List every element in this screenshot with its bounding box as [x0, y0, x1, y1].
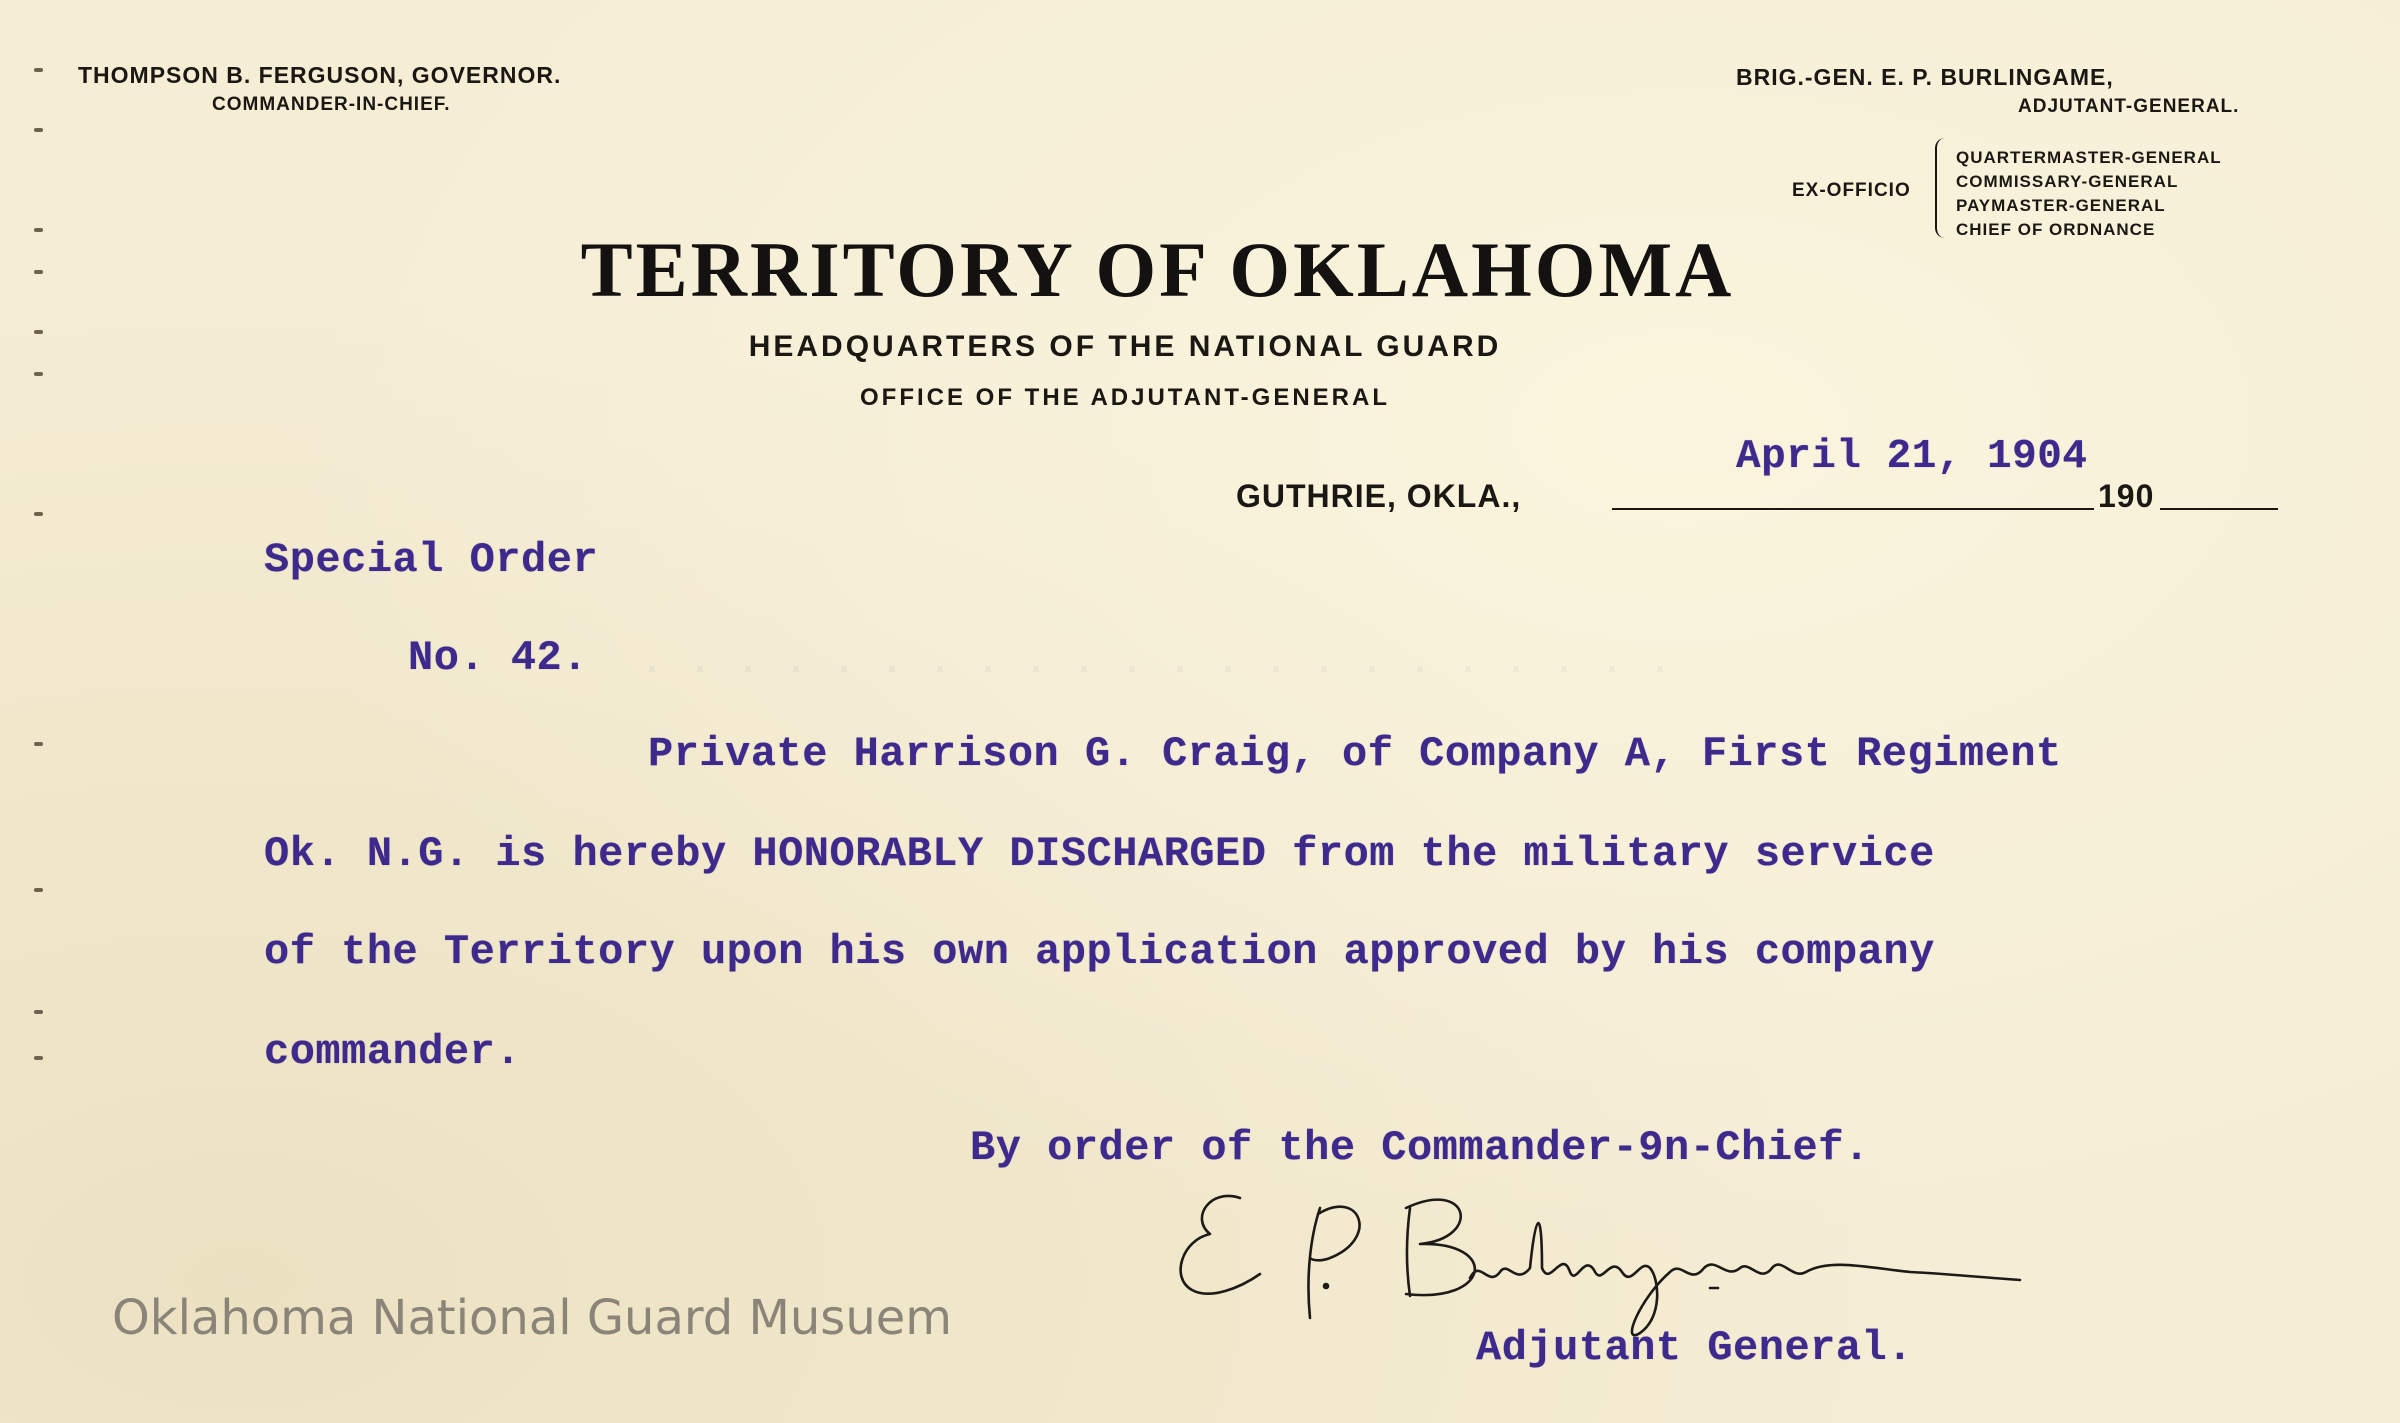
letterhead-office: OFFICE OF THE ADJUTANT-GENERAL: [860, 384, 1390, 411]
signature: [1170, 1168, 2270, 1338]
closing-line: By order of the Commander-9n-Chief.: [970, 1124, 1870, 1172]
letter-date: April 21, 1904: [1736, 434, 2088, 480]
ex-officio-role: COMMISSARY-GENERAL: [1956, 172, 2179, 191]
body-line: of the Territory upon his own application approved by his company: [264, 928, 1935, 976]
body-line: commander.: [264, 1028, 522, 1076]
bleed-through-text: . . . . . . . . . . . . . . . . . . . . . .: [640, 640, 1673, 685]
museum-watermark: Oklahoma National Guard Musuem: [112, 1290, 953, 1346]
ex-officio-brace: [1935, 138, 1951, 238]
order-heading: Special Order: [264, 536, 599, 584]
signer-title: Adjutant General.: [1476, 1324, 1913, 1372]
body-line: Ok. N.G. is hereby HONORABLY DISCHARGED from the military service: [264, 830, 1935, 878]
place-line: GUTHRIE, OKLA.,: [1236, 478, 1522, 514]
ex-officio-role: PAYMASTER-GENERAL: [1956, 196, 2166, 215]
year-prefix: 190: [2098, 478, 2155, 514]
date-rule: [1612, 508, 2094, 510]
ex-officio-label: EX-OFFICIO: [1792, 180, 1911, 201]
governor-title: COMMANDER-IN-CHIEF.: [212, 94, 451, 115]
year-rule: [2160, 508, 2278, 510]
ex-officio-role: CHIEF OF ORDNANCE: [1956, 220, 2156, 239]
body-line: Private Harrison G. Craig, of Company A, First Regiment: [648, 730, 2062, 778]
ex-officio-role: QUARTERMASTER-GENERAL: [1956, 148, 2222, 167]
order-number: No. 42.: [408, 634, 588, 682]
adjutant-name: BRIG.-GEN. E. P. BURLINGAME,: [1736, 64, 2114, 90]
letterhead-subtitle: HEADQUARTERS OF THE NATIONAL GUARD: [748, 330, 1502, 363]
letterhead-title: TERRITORY OF OKLAHOMA: [580, 226, 1735, 313]
adjutant-title: ADJUTANT-GENERAL.: [2018, 96, 2240, 117]
governor-name: THOMPSON B. FERGUSON, GOVERNOR.: [78, 62, 562, 88]
